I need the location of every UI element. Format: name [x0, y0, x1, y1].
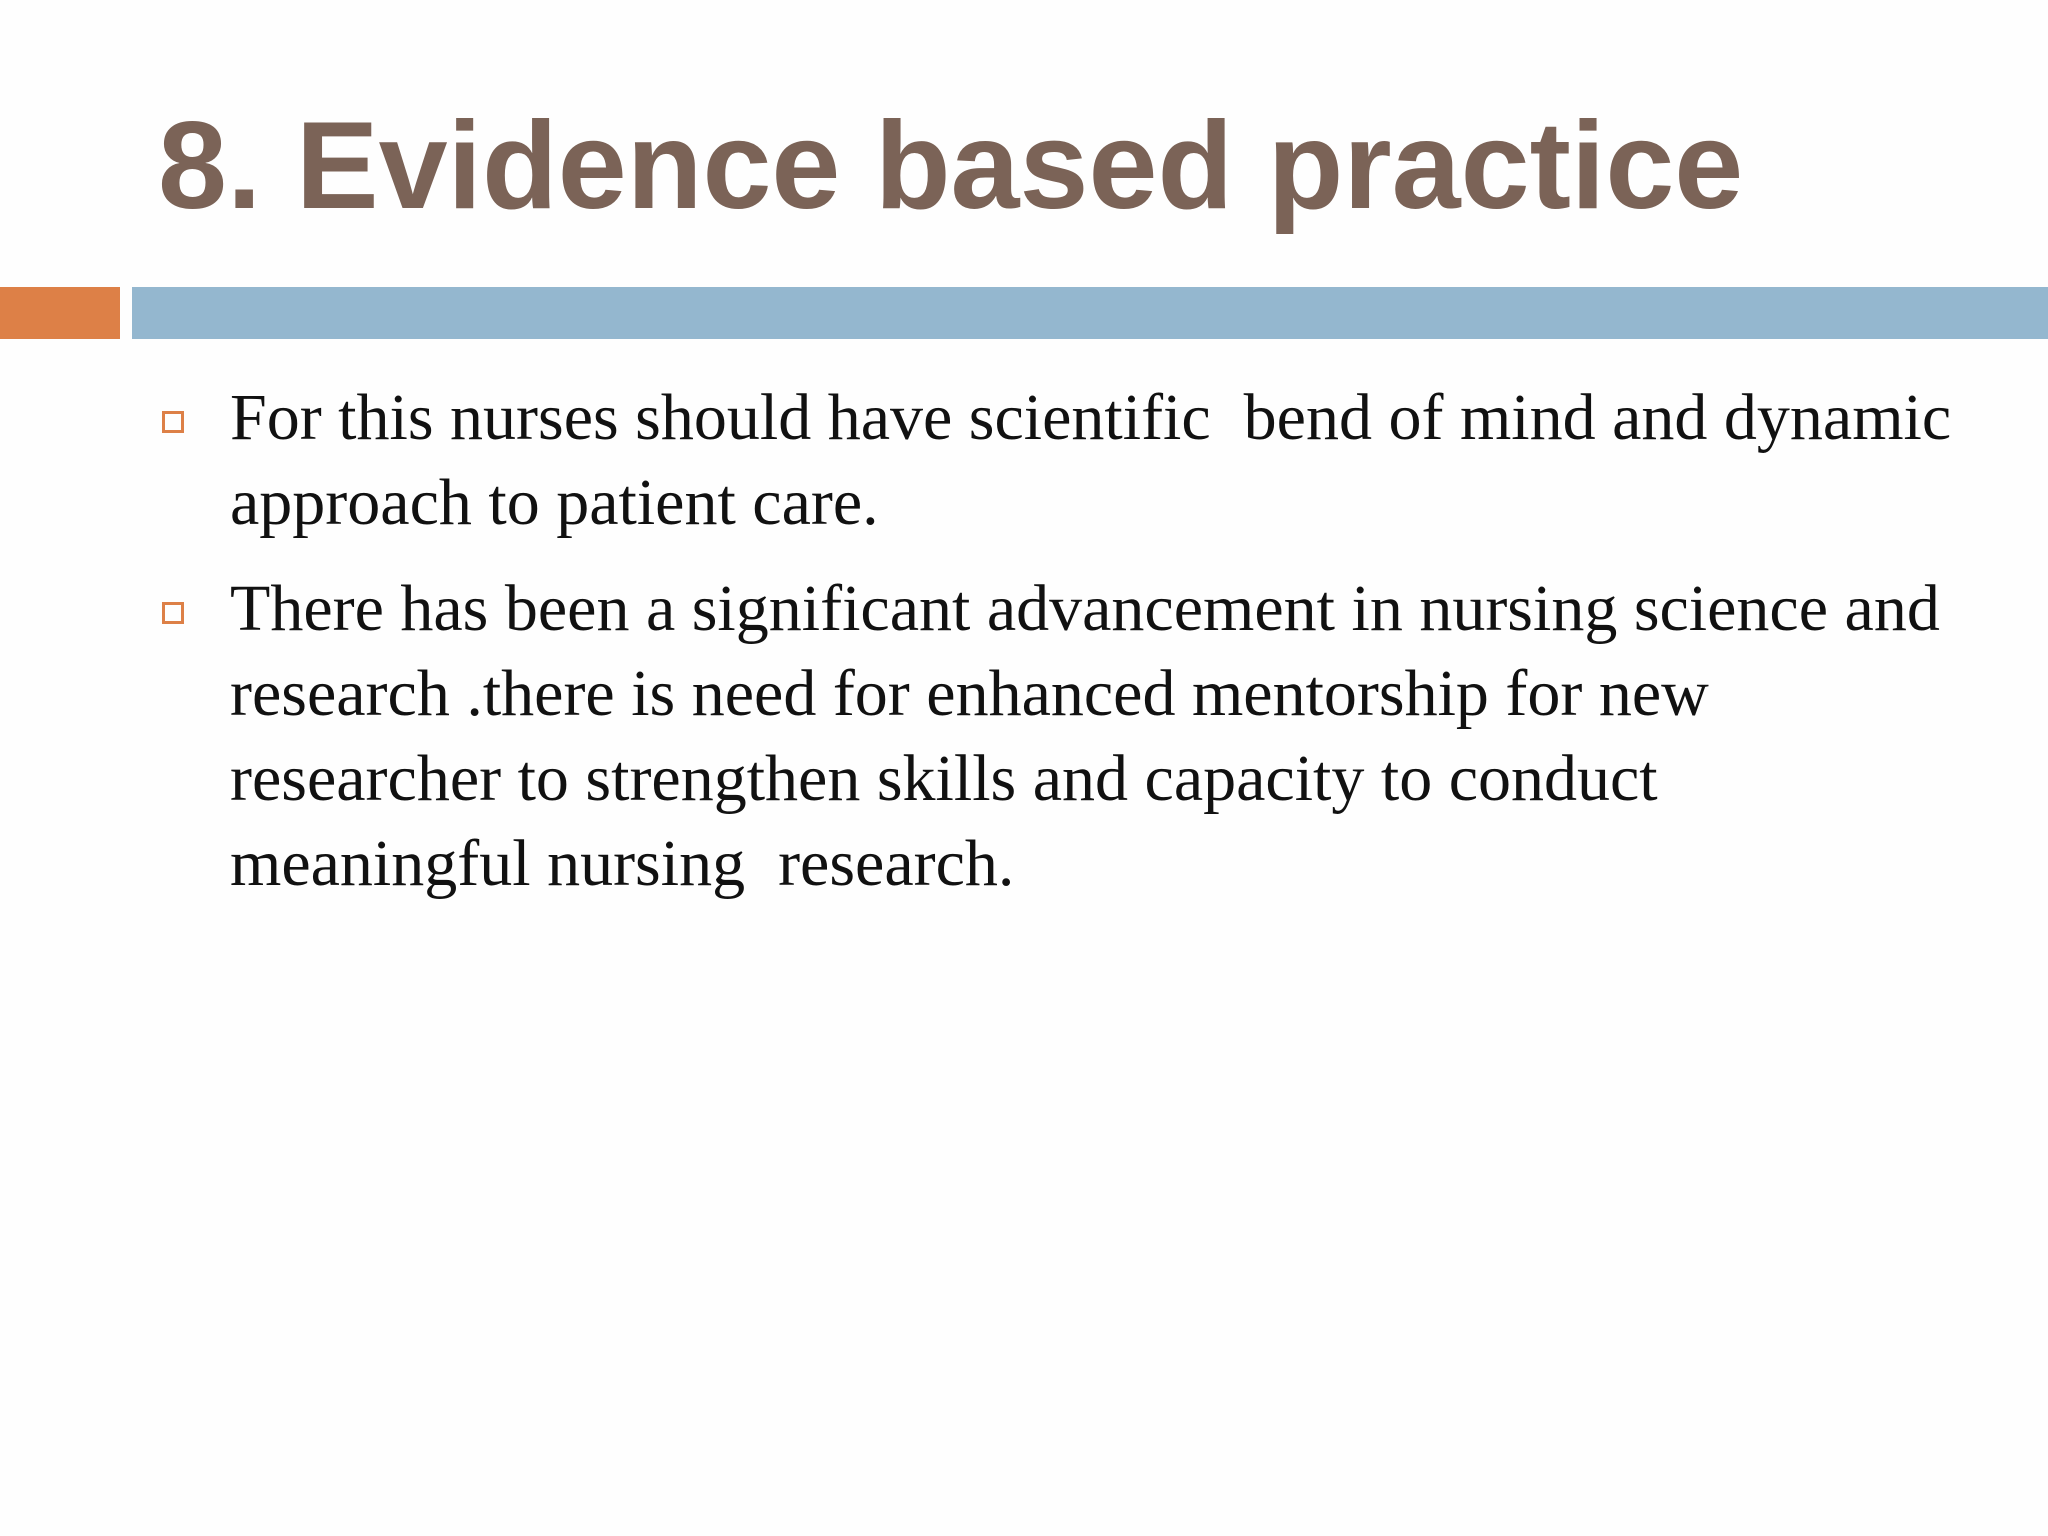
hollow-square-icon	[162, 411, 184, 433]
hollow-square-icon	[162, 602, 184, 624]
bullet-item	[158, 375, 1968, 545]
bullet-text: There has been a significant advancement in nursing science and research .there is need for enhanced mentorship for new researcher to strengthen skills and capacity to conduct meaningful nursing research.	[230, 572, 1957, 900]
bullet-item	[158, 566, 1958, 906]
title-divider-bar	[132, 287, 2048, 339]
bullet-list	[158, 375, 1968, 927]
accent-bar	[0, 287, 120, 339]
bullet-text: For this nurses should have scientific bend of mind and dynamic approach to patient care.	[230, 381, 1968, 539]
slide-title: 8. Evidence based practice	[158, 97, 1744, 235]
